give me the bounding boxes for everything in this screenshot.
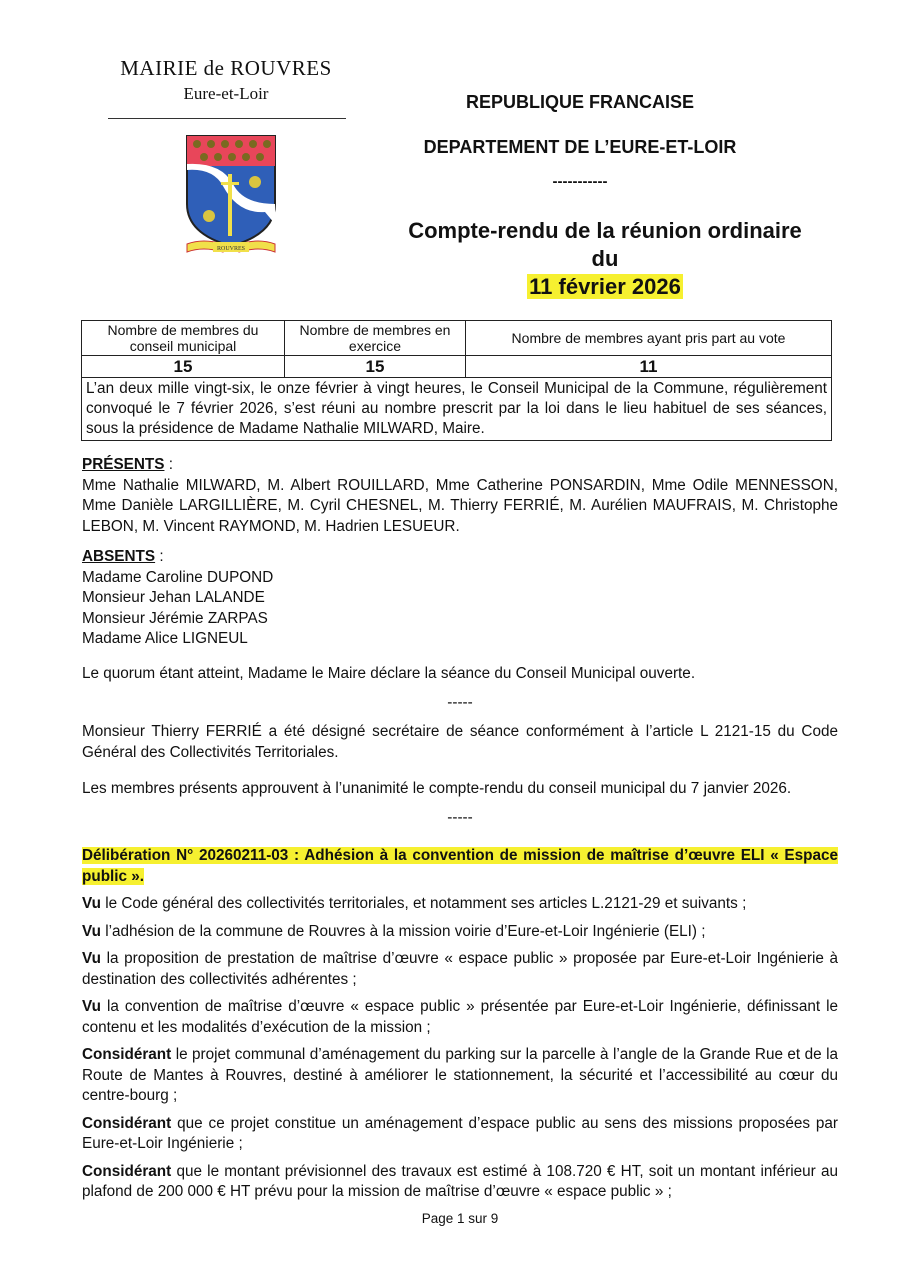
separator: ----- bbox=[447, 809, 473, 826]
meeting-preamble: L’an deux mille vingt-six, le onze février à vingt heures, le Conseil Municipal de la Commune, régulièrement convoqué le 7 février 2026, s’est réuni au nombre prescrit par la loi dans le lieu habituel de ses séances, sous la présidence de Madame Nathalie MILWARD, Maire. bbox=[82, 378, 832, 441]
item-lead: Vu bbox=[82, 998, 101, 1015]
item-text: la convention de maîtrise d’œuvre « espace public » présentée par Eure-et-Loir Ingénierie, définissant le contenu et les modalités d’exécution de la mission ; bbox=[82, 998, 838, 1036]
deliberation-item bbox=[82, 997, 838, 1038]
item-lead: Vu bbox=[82, 922, 101, 940]
item-text: le Code général des collectivités territoriales, et notamment ses articles L.2121-29 et suivants ; bbox=[100, 895, 747, 912]
item-text: l’adhésion de la commune de Rouvres à la mission voirie d’Eure-et-Loir Ingénierie (ELI) ; bbox=[100, 922, 706, 940]
absent-name: Madame Caroline DUPOND bbox=[82, 568, 274, 586]
absents-label: ABSENTS bbox=[82, 548, 156, 565]
item-lead: Considérant bbox=[82, 1162, 172, 1180]
approval-text: Les membres présents approuvent à l’unanimité le compte-rendu du conseil municipal du 7 janvier 2026. bbox=[82, 780, 792, 797]
deliberation-items bbox=[82, 894, 838, 1210]
absent-name: Monsieur Jehan LALANDE bbox=[82, 589, 265, 606]
quorum-text: Le quorum étant atteint, Madame le Maire déclare la séance du Conseil Municipal ouverte. bbox=[82, 665, 696, 682]
deliberation-item bbox=[82, 1114, 838, 1155]
absent-name: Monsieur Jérémie ZARPAS bbox=[82, 609, 268, 627]
report-title: Compte-rendu de la réunion ordinaire bbox=[408, 218, 802, 243]
mairie-department: Eure-et-Loir bbox=[183, 84, 269, 103]
item-lead: Considérant bbox=[82, 1114, 172, 1132]
letterhead-rule bbox=[108, 118, 346, 119]
crest-banner-text: ROUVRES bbox=[216, 246, 246, 252]
presents-list: Mme Nathalie MILWARD, M. Albert ROUILLARD, Mme Catherine PONSARDIN, Mme Odile MENNESSON, Mme Danièle LARGILLIÈRE, M. Cyril CHESNEL, M. Thierry FERRIÉ, M. Aurélien MAUFRAIS, M. Christophe LEBON, M. Vincent RAYMOND, M. Hadrien LESUEUR. bbox=[82, 476, 838, 535]
value-members-council: 15 bbox=[82, 356, 285, 378]
deliberation-title-wrap bbox=[82, 846, 838, 887]
deliberation-item bbox=[82, 949, 838, 990]
deliberation-item bbox=[82, 1045, 838, 1107]
presents-colon: : bbox=[164, 456, 173, 473]
report-date-wrap bbox=[360, 274, 850, 300]
item-lead: Vu bbox=[82, 950, 101, 967]
deliberation-item bbox=[82, 922, 838, 943]
report-title-du: du bbox=[591, 246, 619, 271]
secretary-text: Monsieur Thierry FERRIÉ a été désigné secrétaire de séance conformément à l’article L 2121-15 du Code Général des Collectivités Territoriales. bbox=[82, 723, 838, 761]
value-members-voting: 11 bbox=[466, 356, 832, 378]
header-department: DEPARTEMENT DE L’EURE-ET-LOIR bbox=[423, 137, 737, 157]
presents-label: PRÉSENTS bbox=[82, 456, 165, 473]
header-republique: REPUBLIQUE FRANCAISE bbox=[465, 92, 694, 112]
item-text: que ce projet constitue un aménagement d’espace public au sens des missions proposées par Eure-et-Loir Ingénierie ; bbox=[82, 1114, 838, 1152]
header-members-council: Nombre de membres du conseil municipal bbox=[82, 321, 285, 356]
deliberation-item bbox=[82, 1162, 838, 1203]
item-lead: Considérant bbox=[82, 1046, 172, 1063]
item-text: que le montant prévisionnel des travaux est estimé à 108.720 € HT, soit un montant inférieur au plafond de 200 000 € HT prévu pour la mission de maîtrise d’œuvre « espace public » ; bbox=[82, 1162, 838, 1200]
members-table bbox=[81, 320, 832, 441]
item-lead: Vu bbox=[82, 895, 101, 912]
absent-name: Madame Alice LIGNEUL bbox=[82, 630, 248, 647]
report-date: 11 février 2026 bbox=[529, 274, 681, 299]
page-number: Page 1 sur 9 bbox=[421, 1211, 499, 1226]
value-members-active: 15 bbox=[285, 356, 466, 378]
crest-logo bbox=[183, 134, 279, 258]
absents-section bbox=[82, 547, 838, 650]
separator: ----- bbox=[447, 694, 473, 711]
header-separator: ----------- bbox=[552, 173, 608, 190]
header-members-active: Nombre de membres en exercice bbox=[285, 321, 466, 356]
absents-colon: : bbox=[155, 548, 164, 565]
item-text: le projet communal d’aménagement du parking sur la parcelle à l’angle de la Grande Rue et de la Route de Mantes à Rouvres, destiné à améliorer le stationnement, la sécurité et l’accessibilité au cœur du centre-bourg ; bbox=[82, 1046, 838, 1104]
mairie-name: MAIRIE de ROUVRES bbox=[120, 56, 332, 80]
presents-section bbox=[82, 455, 838, 537]
deliberation-item bbox=[82, 894, 838, 915]
deliberation-title: Délibération N° 20260211-03 : Adhésion à la convention de mission de maîtrise d’œuvre ELI « Espace public ». bbox=[82, 847, 838, 885]
item-text: la proposition de prestation de maîtrise d’œuvre « espace public » proposée par Eure-et-Loir Ingénierie à destination des collectivités adhérentes ; bbox=[82, 950, 838, 988]
header-members-voting: Nombre de membres ayant pris part au vote bbox=[466, 321, 832, 356]
